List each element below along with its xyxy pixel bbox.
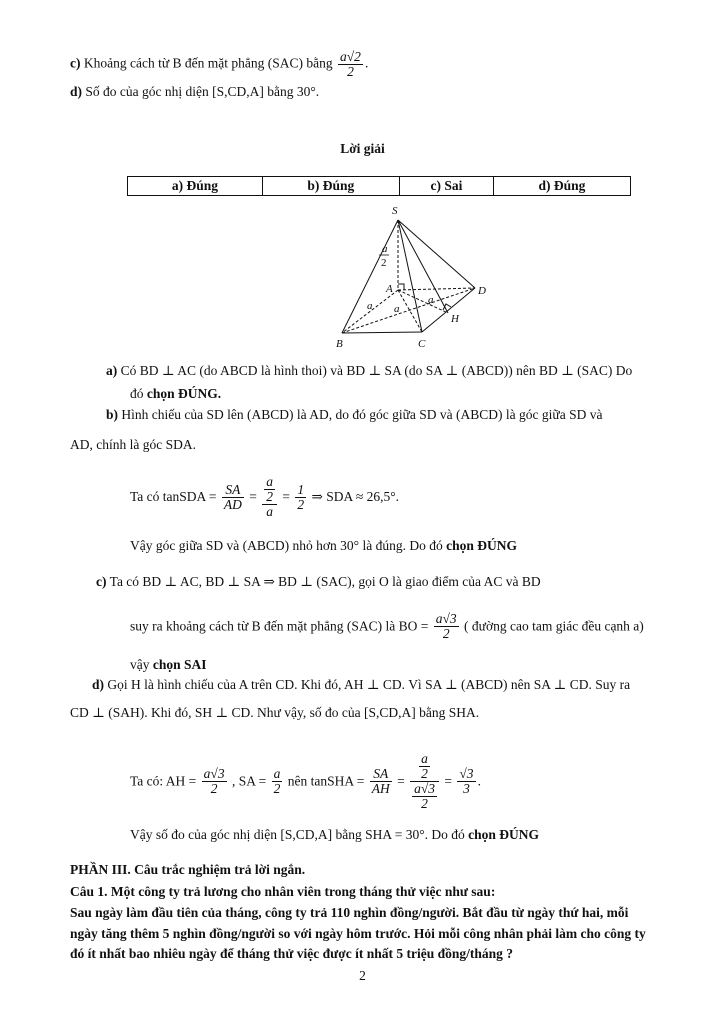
part-d-verdict: chọn ĐÚNG [468, 827, 539, 842]
part-d-text: Gọi H là hình chiếu của A trên CD. Khi đó, AH ⊥ CD. Vì SA ⊥ (ABCD) nên SA ⊥ CD. Suy ra [107, 677, 631, 692]
part-b-verdict: chọn ĐÚNG [446, 538, 517, 553]
vertex-label: D [478, 285, 486, 297]
question-1-line: Sau ngày làm đầu tiên của tháng, công ty trả 110 nghìn đồng/người. Bắt đầu từ ngày thứ hai, mỗi [70, 905, 629, 920]
statement-c: c) Khoảng cách từ B đến mặt phẳng (SAC) bằng $\frac{a√2}{2}$ . [70, 49, 369, 79]
vertex-label: S [392, 205, 398, 217]
part-b-label: b) [106, 407, 119, 422]
part-c-line2: suy ra khoảng cách từ B đến mặt phẳng (SAC) là BO = $\frac{a√3}{2}$ ( đường cao tam giác đều cạnh a) [130, 611, 644, 641]
part-c-label: c) [96, 574, 107, 589]
statement-d-text: Số đo của góc nhị diện [S,CD,A] bằng 30°. [85, 84, 320, 99]
half-a-numerator: a [382, 243, 388, 255]
answer-cell: b) Đúng [262, 177, 399, 196]
part-a-label: a) [106, 363, 118, 378]
part-c-line3: vậy chọn SAI [130, 657, 207, 672]
part-c-verdict: chọn SAI [152, 657, 207, 672]
part-a-text: Có BD ⊥ AC (do ABCD là hình thoi) và BD ⊥ SA (do SA ⊥ (ABCD)) nên BD ⊥ (SAC) Do [120, 363, 633, 378]
part-a-line2: đó chọn ĐÚNG. [130, 386, 222, 401]
part-b-conclusion: Vậy góc giữa SD và (ABCD) nhỏ hơn 30° là đúng. Do đó chọn ĐÚNG [130, 538, 517, 553]
part-d-line2: CD ⊥ (SAH). Khi đó, SH ⊥ CD. Như vậy, số đo của [S,CD,A] bằng SHA. [70, 705, 480, 720]
part-b-line1 [106, 407, 602, 423]
part-b-text: Hình chiếu của SD lên (ABCD) là AD, do đó góc giữa SD và (ABCD) là góc giữa SD và [121, 407, 603, 422]
statement-c-label: c) [70, 55, 81, 71]
question-1-line: ngày tăng thêm 5 nghìn đồng/người so với ngày hôm trước. Hỏi mỗi công nhân phải làm cho công ty [70, 926, 646, 941]
part-d-conclusion: Vậy số đo của góc nhị diện [S,CD,A] bằng SHA = 30°. Do đó chọn ĐÚNG [130, 827, 539, 842]
part-d-label: d) [92, 677, 105, 692]
part-b-calculation: Ta có tanSDA = $\frac{SA}{AD}$ = $\frac{\frac{a}{2}}{a}$ = $\frac{1}{2}$ ⇒ SDA ≈ 26,5°. [130, 474, 400, 519]
vertex-label: C [418, 338, 426, 350]
half-a-denominator: 2 [381, 257, 387, 269]
statement-c-text: Khoảng cách từ B đến mặt phẳng (SAC) bằng [83, 55, 333, 71]
edge-label: a [394, 303, 400, 315]
question-1-title: Câu 1. Một công ty trả lương cho nhân viên trong tháng thử việc như sau: [70, 884, 496, 899]
page-number: 2 [359, 968, 366, 983]
part-c-line1 [96, 574, 541, 590]
question-1-line: đó ít nhất bao nhiêu ngày để tháng thử việc được ít nhất 5 triệu đồng/tháng ? [70, 946, 514, 961]
answer-cell: c) Sai [399, 177, 493, 196]
statement-d-label: d) [70, 84, 83, 99]
part-d-calculation: Ta có: AH = $\frac{a√3}{2}$ , SA = $\frac{a}{2}$ nên tanSHA = $\frac{SA}{AH}$ = $\frac{\frac{a}{2}}{\frac{a√3}{2}}$ = $\frac{√3}{3}$ . [130, 751, 481, 811]
part-a-verdict: chọn ĐÚNG. [146, 386, 222, 401]
part-c-text: Ta có BD ⊥ AC, BD ⊥ SA ⇒ BD ⊥ (SAC), gọi O là giao điểm của AC và BD [109, 574, 541, 589]
solution-title: Lời giải [340, 141, 385, 156]
statement-d [70, 84, 319, 100]
answer-cell: a) Đúng [128, 177, 263, 196]
statement-c-fraction: $\frac{a√2}{2}$ [340, 49, 361, 79]
part-d-line1 [92, 677, 630, 693]
answer-table [127, 176, 631, 196]
edge-label: a [367, 300, 373, 312]
answer-cell: d) Đúng [493, 177, 630, 196]
vertex-label: A [386, 283, 393, 295]
pyramid-figure [330, 200, 500, 350]
vertex-label: H [451, 313, 459, 325]
part3-heading: PHẦN III. Câu trắc nghiệm trả lời ngắn. [70, 862, 306, 877]
part-b-line2: AD, chính là góc SDA. [70, 437, 196, 452]
vertex-label: B [336, 338, 343, 350]
edge-label: a [428, 294, 434, 306]
part-a-line1 [106, 363, 632, 379]
